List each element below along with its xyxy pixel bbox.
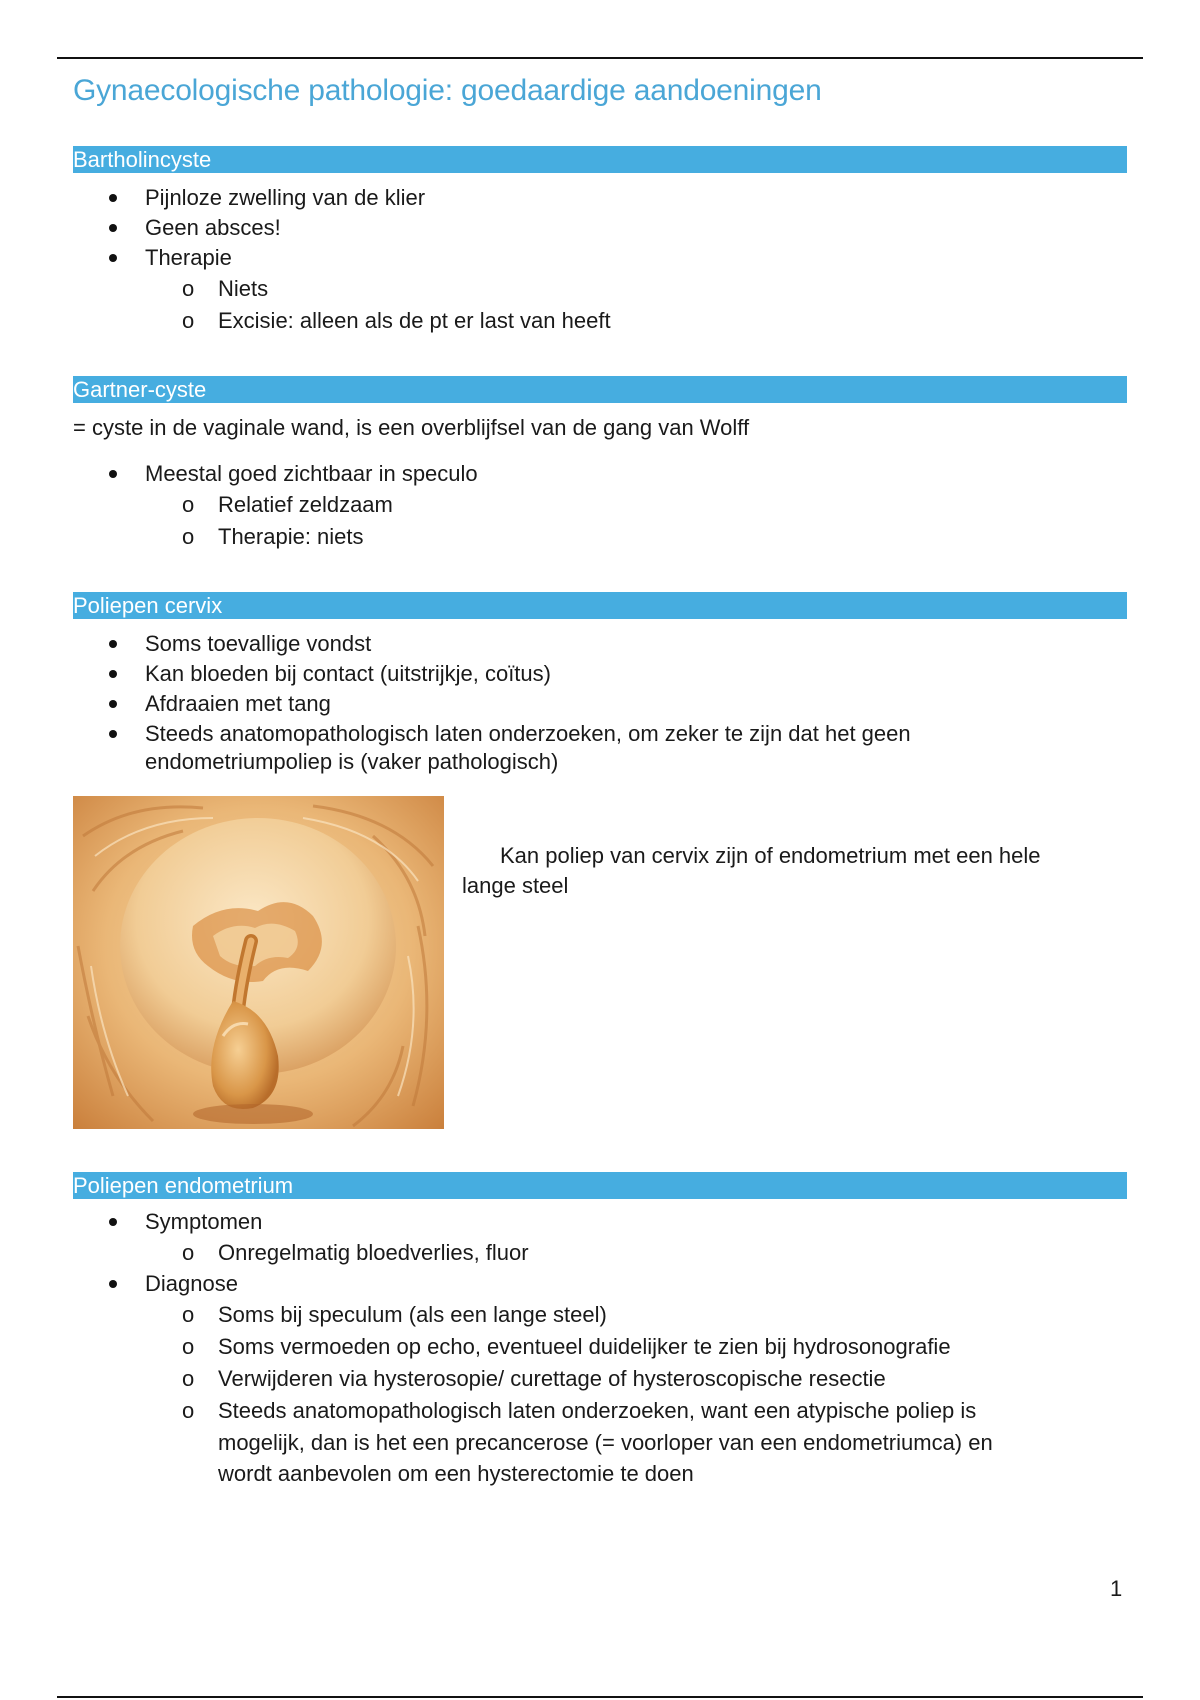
sub-list-item-continuation: wordt aanbevolen om een hysterectomie te doen bbox=[218, 1461, 694, 1486]
list-item-continuation: endometriumpoliep is (vaker pathologisch) bbox=[145, 749, 559, 774]
sub-list-item: Excisie: alleen als de pt er last van heeft bbox=[218, 308, 611, 333]
bullet-icon bbox=[109, 640, 117, 648]
list-item: Pijnloze zwelling van de klier bbox=[145, 185, 426, 210]
sub-list-item: Relatief zeldzaam bbox=[218, 492, 393, 517]
figure-caption-line-1: Kan poliep van cervix zijn of endometrium met een hele bbox=[500, 843, 1041, 868]
sub-list-item: Verwijderen via hysterosopie/ curettage of hysteroscopische resectie bbox=[218, 1366, 886, 1391]
list-item: Steeds anatomopathologisch laten onderzoeken, om zeker te zijn dat het geen bbox=[145, 721, 911, 746]
bullet-icon bbox=[109, 470, 117, 478]
sub-bullet-marker: o bbox=[182, 1240, 195, 1265]
bullet-icon bbox=[109, 730, 117, 738]
list-item: Diagnose bbox=[145, 1271, 238, 1296]
list-item: Afdraaien met tang bbox=[145, 691, 331, 716]
sub-bullet-marker: o bbox=[182, 1398, 195, 1423]
top-rule bbox=[57, 57, 1143, 59]
list-item: Meestal goed zichtbaar in speculo bbox=[145, 461, 478, 486]
page-number: 1 bbox=[1110, 1576, 1123, 1601]
bullet-icon bbox=[109, 1280, 117, 1288]
section-heading-poliepen-cervix: Poliepen cervix bbox=[73, 592, 1127, 619]
list-item: Kan bloeden bij contact (uitstrijkje, coïtus) bbox=[145, 661, 551, 686]
bullet-icon bbox=[109, 700, 117, 708]
section-heading-gartner-cyste: Gartner-cyste bbox=[73, 376, 1127, 403]
bottom-rule bbox=[57, 1696, 1143, 1698]
bullet-icon bbox=[109, 224, 117, 232]
section-heading-poliepen-endometrium: Poliepen endometrium bbox=[73, 1172, 1127, 1199]
sub-list-item-continuation: mogelijk, dan is het een precancerose (= voorloper van een endometriumca) en bbox=[218, 1430, 993, 1455]
figure-caption-line-2: lange steel bbox=[462, 873, 569, 898]
list-item: Symptomen bbox=[145, 1209, 263, 1234]
bullet-icon bbox=[109, 254, 117, 262]
bullet-icon bbox=[109, 1218, 117, 1226]
list-item: Soms toevallige vondst bbox=[145, 631, 372, 656]
list-item: Therapie bbox=[145, 245, 232, 270]
sub-list-item: Steeds anatomopathologisch laten onderzoeken, want een atypische poliep is bbox=[218, 1398, 977, 1423]
sub-bullet-marker: o bbox=[182, 1366, 195, 1391]
sub-list-item: Onregelmatig bloedverlies, fluor bbox=[218, 1240, 529, 1265]
sub-list-item: Therapie: niets bbox=[218, 524, 364, 549]
bullet-icon bbox=[109, 194, 117, 202]
sub-bullet-marker: o bbox=[182, 1334, 195, 1359]
sub-bullet-marker: o bbox=[182, 276, 195, 301]
sub-bullet-marker: o bbox=[182, 492, 195, 517]
sub-list-item: Soms vermoeden op echo, eventueel duidelijker te zien bij hydrosonografie bbox=[218, 1334, 951, 1359]
list-item: Geen absces! bbox=[145, 215, 281, 240]
definition-text: = cyste in de vaginale wand, is een overblijfsel van de gang van Wolff bbox=[73, 415, 750, 440]
sub-list-item: Soms bij speculum (als een lange steel) bbox=[218, 1302, 607, 1327]
sub-bullet-marker: o bbox=[182, 1302, 195, 1327]
bullet-icon bbox=[109, 670, 117, 678]
sub-list-item: Niets bbox=[218, 276, 269, 301]
sub-bullet-marker: o bbox=[182, 308, 195, 333]
document-title: Gynaecologische pathologie: goedaardige aandoeningen bbox=[73, 74, 822, 107]
cervix-polyp-illustration bbox=[73, 796, 444, 1129]
sub-bullet-marker: o bbox=[182, 524, 195, 549]
section-heading-bartholincyste: Bartholincyste bbox=[73, 146, 1127, 173]
